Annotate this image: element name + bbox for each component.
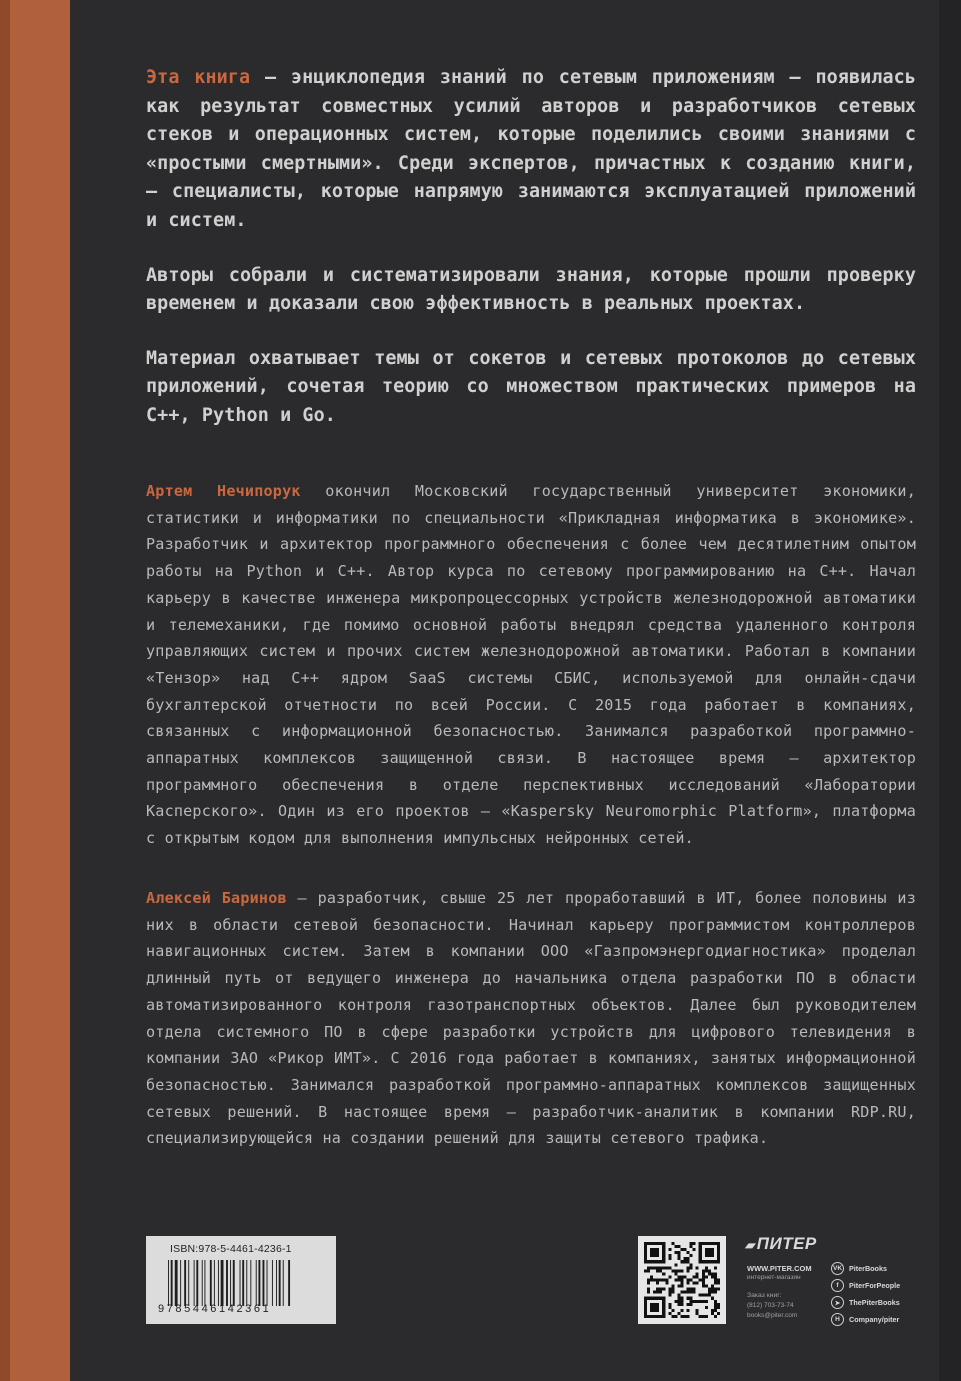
publisher-block (745, 1234, 925, 1334)
qr-module (690, 1297, 693, 1300)
barcode-stripe (171, 1260, 173, 1306)
qr-module (708, 1272, 711, 1275)
qr-module (677, 1251, 680, 1254)
qr-module (680, 1291, 683, 1294)
barcode-stripe (272, 1260, 273, 1306)
qr-module (711, 1291, 714, 1294)
qr-module (690, 1278, 693, 1281)
qr-module (656, 1278, 659, 1281)
qr-module (699, 1315, 702, 1318)
qr-module (680, 1309, 683, 1312)
qr-module (668, 1266, 671, 1269)
qr-module (677, 1294, 680, 1297)
qr-module (690, 1291, 693, 1294)
qr-module (708, 1288, 711, 1291)
barcode-stripe (246, 1260, 247, 1306)
qr-module (656, 1266, 659, 1269)
qr-module (677, 1312, 680, 1315)
qr-module (711, 1275, 714, 1278)
qr-module (677, 1285, 680, 1288)
barcode-stripe (288, 1260, 290, 1306)
social-link[interactable]: H Company/piter (831, 1311, 931, 1328)
qr-module (705, 1306, 708, 1309)
qr-module (717, 1303, 720, 1306)
qr-module (650, 1248, 659, 1257)
telegram-icon: ➤ (831, 1296, 844, 1309)
book-title-accent: Эта книга (146, 67, 251, 88)
qr-module (656, 1291, 659, 1294)
qr-module (674, 1263, 677, 1266)
qr-module (690, 1300, 693, 1303)
cover-right-edge (939, 0, 961, 1381)
barcode-stripe (210, 1260, 212, 1306)
social-link[interactable]: ➤ ThePiterBooks (831, 1294, 931, 1311)
hh-icon: H (831, 1313, 844, 1326)
barcode-stripe (180, 1260, 181, 1306)
qr-module (711, 1288, 714, 1291)
qr-module (671, 1309, 674, 1312)
qr-module (684, 1248, 687, 1251)
qr-module (711, 1297, 714, 1300)
qr-module (680, 1297, 683, 1300)
qr-module (690, 1303, 693, 1306)
qr-module (687, 1282, 690, 1285)
qr-module (671, 1315, 674, 1318)
qr-module (684, 1291, 687, 1294)
qr-module (702, 1269, 705, 1272)
qr-module (705, 1266, 708, 1269)
qr-module (668, 1275, 671, 1278)
author-bio-2 (146, 885, 916, 1152)
barcode-stripe (194, 1260, 195, 1306)
qr-module (705, 1315, 708, 1318)
qr-module (668, 1312, 671, 1315)
qr-module (711, 1312, 714, 1315)
publisher-logo: ▰ ПИТЕР (745, 1234, 817, 1253)
qr-module (684, 1315, 687, 1318)
qr-code (638, 1236, 726, 1324)
qr-module (653, 1266, 656, 1269)
qr-module (708, 1269, 711, 1272)
qr-module (674, 1315, 677, 1318)
qr-module (680, 1275, 683, 1278)
qr-module (714, 1288, 717, 1291)
social-link[interactable]: f PiterForPeople (831, 1277, 931, 1294)
qr-module (687, 1278, 690, 1281)
qr-module (714, 1278, 717, 1281)
intro-section (146, 64, 916, 457)
qr-module (659, 1278, 662, 1281)
qr-module (677, 1300, 680, 1303)
barcode-stripe (226, 1260, 228, 1306)
barcode-stripe (263, 1260, 265, 1306)
qr-module (687, 1303, 690, 1306)
qr-module (647, 1282, 650, 1285)
qr-module (674, 1278, 677, 1281)
qr-module (696, 1300, 699, 1303)
qr-module (644, 1269, 647, 1272)
qr-module (671, 1269, 674, 1272)
barcode-stripe (256, 1260, 257, 1306)
qr-module (690, 1288, 693, 1291)
qr-module (680, 1285, 683, 1288)
qr-module (699, 1294, 702, 1297)
qr-module (717, 1288, 720, 1291)
qr-module (677, 1275, 680, 1278)
qr-module (714, 1300, 717, 1303)
qr-module (687, 1288, 690, 1291)
qr-module (708, 1291, 711, 1294)
qr-module (677, 1245, 680, 1248)
qr-module (705, 1285, 708, 1288)
social-links (831, 1260, 931, 1328)
qr-module (699, 1300, 702, 1303)
author-bio-text-2: — разработчик, свыше 25 лет проработавший в ИТ, более половины из них в области сетевой безопасности. Начинал карьеру программистом контроллеров навигационных систем. Затем в компании ООО «Газпромэнергодиагностика» проделал длинный путь от ведущего инженера до начальника отдела разработки ПО в области автоматизированного контроля газотранспортных объектов. Далее был руководителем отдела системного ПО в сфере разработки устройств для цифрового телевидения в компании ЗАО «Рикор ИМТ». С 2016 года работает в компаниях, занятых информационной безопасностью. Занимался разработкой программно-аппаратных комплексов защищенных сетевых решений. В настоящее время — разработчик-аналитик в компании RDP.RU, специализирующейся на создании решений для защиты сетевого трафика. (146, 889, 916, 1148)
barcode-stripe (218, 1260, 219, 1306)
qr-module (714, 1266, 717, 1269)
isbn-label: ISBN:978-5-4461-4236-1 (170, 1243, 292, 1255)
barcode-stripe (230, 1260, 231, 1306)
qr-module (714, 1291, 717, 1294)
qr-module (653, 1278, 656, 1281)
order-email[interactable]: books@piter.com (747, 1312, 798, 1319)
qr-module (665, 1266, 668, 1269)
qr-module (702, 1300, 705, 1303)
qr-module (668, 1254, 671, 1257)
author-bio-1 (146, 478, 916, 852)
barcode-stripe (242, 1260, 244, 1306)
qr-module (650, 1275, 653, 1278)
qr-module (647, 1266, 650, 1269)
qr-module (702, 1282, 705, 1285)
qr-module (684, 1260, 687, 1263)
qr-module (677, 1303, 680, 1306)
qr-module (662, 1288, 665, 1291)
book-spine (0, 0, 70, 1381)
qr-module (687, 1315, 690, 1318)
intro-paragraph-1: Эта книга — энциклопедия знаний по сетевым приложениям — появилась как результат совместных усилий авторов и разработчиков сетевых стеков и операционных систем, которые поделились своими знаниями с «простыми смертными». Среди экспертов, причастных к созданию книги, — специалисты, которые напрямую занимаются эксплуатацией приложений и систем. (146, 67, 916, 231)
qr-module (705, 1294, 708, 1297)
qr-module (680, 1278, 683, 1281)
author-bio-text-1: окончил Московский государственный университет экономики, статистики и информатики по специальности «Прикладная информатика в экономике». Разработчик и архитектор программного обеспечения с более чем десятилетним опытом работы на Python и C++. Автор курса по сетевому программированию на C++. Начал карьеру в качестве инженера микропроцессорных устройств железнодорожной автоматики и телемеханики, где помимо основной работы внедрял средства удаленного контроля управляющих систем и прочих систем железнодорожной автоматики. Работал в компании «Тензор» над C++ ядром SaaS системы СБИС, используемой для онлайн-сдачи бухгалтерской отчетности по всей России. С 2015 года работает в компаниях, связанных с информационной безопасностью. Занимался разработкой программно-аппаратных комплексов защищенной связи. В настоящее время — архитектор программного обеспечения в отделе перспективных исследований «Лаборатории Касперского». Один из его проектов — «Kaspersky Neuromorphic Platform», платформа с открытым кодом для выполнения импульсных нейронных сетей. (146, 482, 916, 848)
qr-module (662, 1266, 665, 1269)
qr-module (696, 1309, 699, 1312)
barcode-stripe (202, 1260, 203, 1306)
qr-module (674, 1272, 677, 1275)
barcode-stripe (283, 1260, 284, 1306)
qr-module (690, 1263, 693, 1266)
barcode-stripe (258, 1260, 260, 1306)
social-link[interactable]: VK PiterBooks (832, 1264, 887, 1273)
qr-module (693, 1248, 696, 1251)
qr-module (680, 1260, 683, 1263)
qr-module (717, 1312, 720, 1315)
qr-module (699, 1278, 702, 1281)
qr-module (680, 1300, 683, 1303)
barcode-stripe (233, 1260, 235, 1306)
barcode-digits: 9785446142361 (158, 1303, 272, 1315)
qr-module (687, 1251, 690, 1254)
qr-module (671, 1242, 674, 1245)
barcode-stripe (188, 1260, 189, 1306)
qr-module (693, 1282, 696, 1285)
qr-module (711, 1309, 714, 1312)
qr-module (714, 1315, 717, 1318)
author-name-1: Артем Нечипорук (146, 482, 301, 500)
qr-module (647, 1278, 650, 1281)
qr-module (702, 1275, 705, 1278)
qr-module (662, 1278, 665, 1281)
qr-module (665, 1282, 668, 1285)
qr-module (705, 1275, 708, 1278)
qr-module (674, 1251, 677, 1254)
facebook-icon: f (831, 1279, 844, 1292)
qr-module (668, 1248, 671, 1251)
qr-module (671, 1288, 674, 1291)
qr-module (693, 1275, 696, 1278)
qr-module (705, 1300, 708, 1303)
qr-module (680, 1282, 683, 1285)
barcode-stripe (168, 1260, 169, 1306)
qr-module (680, 1269, 683, 1272)
qr-module (687, 1269, 690, 1272)
qr-module (687, 1266, 690, 1269)
qr-module (674, 1245, 677, 1248)
qr-module (662, 1272, 665, 1275)
qr-module (693, 1288, 696, 1291)
qr-module (684, 1257, 687, 1260)
barcode-stripe (276, 1260, 277, 1306)
qr-module (656, 1282, 659, 1285)
qr-module (690, 1242, 693, 1245)
qr-module (647, 1288, 650, 1291)
qr-module (671, 1285, 674, 1288)
qr-module (668, 1288, 671, 1291)
barcode-stripe (175, 1260, 178, 1306)
qr-module (687, 1260, 690, 1263)
qr-module (687, 1297, 690, 1300)
qr-module (696, 1312, 699, 1315)
qr-module (705, 1248, 714, 1257)
qr-module (702, 1294, 705, 1297)
qr-module (684, 1275, 687, 1278)
qr-module (714, 1309, 717, 1312)
qr-module (714, 1275, 717, 1278)
qr-module (659, 1266, 662, 1269)
qr-module (714, 1306, 717, 1309)
qr-module (653, 1291, 656, 1294)
qr-module (647, 1269, 650, 1272)
qr-module (677, 1254, 680, 1257)
qr-module (668, 1291, 671, 1294)
qr-module (680, 1315, 683, 1318)
order-phone: (812) 703-73-74 (747, 1302, 794, 1309)
qr-module (714, 1282, 717, 1285)
qr-module (693, 1242, 696, 1245)
qr-module (668, 1257, 671, 1260)
qr-module (650, 1278, 653, 1281)
qr-module (714, 1303, 717, 1306)
publisher-website[interactable]: WWW.PITER.COM (747, 1264, 812, 1273)
qr-module (687, 1291, 690, 1294)
qr-module (656, 1288, 659, 1291)
qr-module (647, 1291, 650, 1294)
qr-module (671, 1291, 674, 1294)
qr-module (687, 1309, 690, 1312)
qr-module (650, 1266, 653, 1269)
qr-module (693, 1291, 696, 1294)
order-label: Заказ книг: (747, 1292, 782, 1299)
vk-icon: VK (831, 1262, 844, 1275)
qr-module (677, 1257, 680, 1260)
qr-module (693, 1300, 696, 1303)
qr-module (690, 1266, 693, 1269)
publisher-website-caption: интернет-магазин (747, 1274, 801, 1281)
qr-module (690, 1254, 693, 1257)
qr-module (717, 1306, 720, 1309)
barcode-bars (168, 1260, 328, 1306)
qr-module (702, 1315, 705, 1318)
qr-module (717, 1282, 720, 1285)
barcode-stripe (221, 1260, 224, 1306)
spine-edge (0, 0, 10, 1381)
barcode-stripe (196, 1260, 198, 1306)
qr-module (674, 1300, 677, 1303)
qr-module (717, 1278, 720, 1281)
qr-module (696, 1282, 699, 1285)
qr-module (680, 1248, 683, 1251)
qr-module (668, 1303, 671, 1306)
qr-module (702, 1272, 705, 1275)
qr-module (696, 1272, 699, 1275)
qr-module (674, 1269, 677, 1272)
qr-module (668, 1294, 671, 1297)
qr-module (696, 1275, 699, 1278)
barcode-stripe (204, 1260, 205, 1306)
qr-module (714, 1272, 717, 1275)
qr-module (708, 1294, 711, 1297)
qr-module (659, 1269, 662, 1272)
barcode-stripe (214, 1260, 215, 1306)
barcode-stripe (240, 1260, 241, 1306)
qr-module (677, 1269, 680, 1272)
qr-module (705, 1269, 708, 1272)
intro-paragraph-3: Материал охватывает темы от сокетов и сетевых протоколов до сетевых приложений, сочетая теорию со множеством практических примеров на C++, Python и Go. (146, 347, 916, 426)
qr-code-icon (644, 1242, 720, 1318)
piter-logo-icon: ▰ (745, 1238, 755, 1252)
qr-module (690, 1245, 693, 1248)
author-name-2: Алексей Баринов (146, 889, 287, 907)
qr-module (659, 1288, 662, 1291)
qr-module (680, 1303, 683, 1306)
barcode-stripe (250, 1260, 251, 1306)
qr-module (665, 1278, 668, 1281)
qr-module (687, 1257, 690, 1260)
qr-module (650, 1303, 659, 1312)
qr-module (677, 1297, 680, 1300)
isbn-barcode (146, 1236, 336, 1324)
barcode-stripe (267, 1260, 268, 1306)
qr-module (659, 1291, 662, 1294)
intro-paragraph-2: Авторы собрали и систематизировали знания, которые прошли проверку временем и доказали свою эффективность в реальных проектах. (146, 264, 916, 315)
qr-module (656, 1269, 659, 1272)
qr-module (668, 1306, 671, 1309)
barcode-stripe (279, 1260, 281, 1306)
qr-module (702, 1285, 705, 1288)
qr-module (702, 1278, 705, 1281)
qr-module (696, 1266, 699, 1269)
qr-module (677, 1278, 680, 1281)
qr-module (711, 1285, 714, 1288)
barcode-stripe (184, 1260, 186, 1306)
qr-module (711, 1272, 714, 1275)
